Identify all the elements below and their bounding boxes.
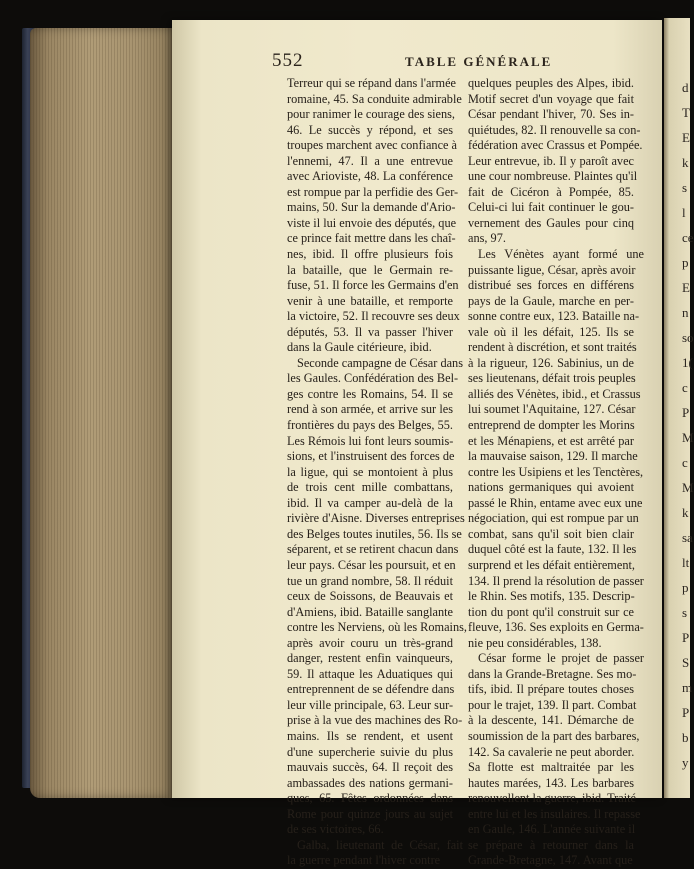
text-line: ses lieutenans, défait trois peuples xyxy=(468,371,636,386)
text-line: sonne contre eux, 123. Bataille na- xyxy=(468,309,640,324)
text-line: tion du pont qu'il construit sur ce xyxy=(468,604,634,619)
text-column-left xyxy=(287,76,467,869)
text-line: mauvais succès, 64. Il reçoit des xyxy=(287,760,453,775)
text-line: nie peu considérables, 138. xyxy=(468,635,602,650)
next-page-fragment: M xyxy=(682,480,694,495)
page-edges xyxy=(30,28,180,798)
text-line: César pendant l'hiver, 70. Ses in- xyxy=(468,107,634,122)
text-line: soumission de la part des barbares, xyxy=(468,728,640,743)
text-line: d'Amiens, ibid. Bataille sanglante xyxy=(287,604,453,619)
text-line: Les Rémois lui font leurs soumis- xyxy=(287,433,454,448)
text-line: Celui-ci lui fait continuer le gou- xyxy=(468,200,634,215)
next-page-fragment: E xyxy=(682,280,690,295)
text-line: Seconde campagne de César dans xyxy=(297,355,463,370)
next-page-fragment: P xyxy=(682,705,690,720)
text-line: prise à la vue des machines des Ro- xyxy=(287,713,463,728)
text-line: de ses victoires, 66. xyxy=(287,822,384,837)
text-line: alliés des Vénètes, ibid., et Crassus xyxy=(468,386,641,401)
text-line: des Belges toutes inutiles, 56. Ils se xyxy=(287,526,462,541)
next-page-fragment: n xyxy=(682,305,689,320)
text-line: fleuve, 136. Ses exploits en Germa- xyxy=(468,620,644,635)
text-line: nes, ibid. Il offre plusieurs fois xyxy=(287,247,453,262)
text-line: négociation, qui est rompue par un xyxy=(468,511,639,526)
next-page-fragment: m xyxy=(682,680,693,695)
text-line: frontières du pays des Belges, 55. xyxy=(287,418,453,433)
text-line: ges contre les Romains, 54. Il se xyxy=(287,386,453,401)
next-page-fragment: c xyxy=(682,380,688,395)
text-line: leur ville principale, 63. Leur sur- xyxy=(287,697,454,712)
text-line: Leur entrevue, ib. Il y paroît avec xyxy=(468,153,634,168)
next-page-fragment: p xyxy=(682,580,689,595)
next-page-fragment: 1( xyxy=(682,355,693,370)
text-line: rendent à discrétion, et sont traités xyxy=(468,340,637,355)
text-line: ceux de Soissons, de Beauvais et xyxy=(287,589,453,604)
text-line: fait de Cicéron à Pompée, 85. xyxy=(468,184,634,199)
text-line: une cour nombreuse. Plaintes qu'il xyxy=(468,169,638,184)
text-line: la guerre pendant l'hiver contre xyxy=(287,853,441,868)
text-line: venir à une bataille, et remporte xyxy=(287,293,453,308)
next-page-fragment: lt xyxy=(682,555,690,570)
text-line: distribué ses forces en différens xyxy=(468,278,634,293)
text-line: renouvellent la guerre, ibid. Traité xyxy=(468,791,637,806)
next-page-fragment: l xyxy=(682,205,686,220)
next-page-fragment: c xyxy=(682,455,688,470)
text-line: pays de la Gaule, marche en per- xyxy=(468,293,634,308)
page-number: 552 xyxy=(272,50,304,71)
text-line: la bataille, que le Germain re- xyxy=(287,262,453,277)
text-line: entre lui et les insulaires. Il repasse xyxy=(468,806,641,821)
text-line: 142. Sa cavalerie ne peut aborder. xyxy=(468,744,635,759)
text-line: surprend et les défait entièrement, xyxy=(468,557,635,572)
text-line: en Gaule, 146. L'année suivante il xyxy=(468,822,636,837)
next-page-fragment: p xyxy=(682,255,689,270)
text-line: rivière d'Aisne. Diverses entreprises xyxy=(287,511,465,526)
next-page-fragment: s xyxy=(682,180,688,195)
text-line: hautes marées, 143. Les barbares xyxy=(468,775,634,790)
running-title: TABLE GÉNÉRALE xyxy=(405,54,553,69)
text-line: mains. Ils se rendent, et usent xyxy=(287,728,453,743)
text-line: après avoir couru un très-grand xyxy=(287,635,453,650)
text-line: l'ennemi, 47. Il a une entrevue xyxy=(287,153,453,168)
text-line: combat, sans qu'il soit bien clair xyxy=(468,526,634,541)
text-line: pour ranimer le courage des siens, xyxy=(287,107,455,122)
text-column-right xyxy=(468,76,644,869)
text-line: mains, 50. Sur la demande d'Ario- xyxy=(287,200,456,215)
next-page-fragment: P xyxy=(682,405,690,420)
next-page-fragment: y xyxy=(682,755,689,770)
text-line: ce prince fait mettre dans les chaî- xyxy=(287,231,456,246)
text-line: ibid. Il va camper au-delà de la xyxy=(287,495,453,510)
text-line: 46. Le succès y répond, et ses xyxy=(287,122,453,137)
text-line: tue un grand nombre, 58. Il réduit xyxy=(287,573,453,588)
text-line: rend à son armée, et arrive sur les xyxy=(287,402,453,417)
text-line: contre les Nerviens, où les Romains, xyxy=(287,620,467,635)
text-line: Sa flotte est maltraitée par les xyxy=(468,760,634,775)
text-line: d'une supercherie suivie du plus xyxy=(287,744,453,759)
next-page-fragment: P xyxy=(682,630,690,645)
text-line: entreprennent de se défendre dans xyxy=(287,682,455,697)
next-page-fragment: so xyxy=(682,330,694,345)
next-page-edge xyxy=(664,18,694,798)
text-line: Galba, lieutenant de César, fait xyxy=(297,837,463,852)
text-line: quelques peuples des Alpes, ibid. xyxy=(468,76,634,90)
text-line: entreprend de dompter les Morins xyxy=(468,418,635,433)
text-line: duquel côté est la faute, 132. Il les xyxy=(468,542,637,557)
text-line: puissante ligue, César, après avoir xyxy=(468,262,636,277)
text-line: Les Vénètes ayant formé une xyxy=(478,247,644,262)
text-line: ambassades des nations germani- xyxy=(287,775,453,790)
text-line: séparent, et se retirent chacun dans xyxy=(287,542,459,557)
text-line: quiétudes, 82. Il renouvelle sa con- xyxy=(468,122,641,137)
text-line: dans la Gaule citérieure, ibid. xyxy=(287,340,432,355)
text-line: nations germaniques qui avoient xyxy=(468,480,634,495)
text-line: lui soumet l'Aquitaine, 127. César xyxy=(468,402,636,417)
text-line: la victoire, 52. Il recouvre ses deux xyxy=(287,309,460,324)
text-line: députés, 53. Il va passer l'hiver xyxy=(287,324,453,339)
text-line: fuse, 51. Il force les Germains d'en xyxy=(287,278,459,293)
text-line: César forme le projet de passer xyxy=(478,651,644,666)
text-line: la ligue, qui se montoient à plus xyxy=(287,464,453,479)
next-page-fragment: k xyxy=(682,155,689,170)
text-line: avec Arioviste, 48. La conférence xyxy=(287,169,453,184)
next-page-fragment: d xyxy=(682,80,689,95)
text-line: contre les Usipiens et les Tenctères, xyxy=(468,464,644,479)
text-line: Motif secret d'un voyage que fait xyxy=(468,91,634,106)
text-line: et les Ménapiens, et est arrêté par xyxy=(468,433,634,448)
next-page-fragment: k xyxy=(682,505,689,520)
text-line: leur pays. César les poursuit, et en xyxy=(287,557,456,572)
text-line: ans, 97. xyxy=(468,231,506,246)
text-line: viste il lui envoie des députés, que xyxy=(287,215,457,230)
text-line: les Gaules. Confédération des Bel- xyxy=(287,371,459,386)
text-line: vale où il les défait, 125. Ils se xyxy=(468,324,634,339)
text-line: sions, et l'instruisent des forces de xyxy=(287,449,455,464)
text-line: Grande-Bretagne, 147. Avant que xyxy=(468,853,633,868)
text-line: troupes marchent avec confiance à xyxy=(287,138,458,153)
next-page-fragment: s xyxy=(682,605,688,620)
next-page-fragment: ce xyxy=(682,230,694,245)
next-page-fragment: E xyxy=(682,130,690,145)
text-line: dans la Grande-Bretagne. Ses mo- xyxy=(468,666,637,681)
text-line: Terreur qui se répand dans l'armée xyxy=(287,76,456,90)
text-line: Rome pour quinze jours au sujet xyxy=(287,806,453,821)
text-line: se prépare à retourner dans la xyxy=(468,837,634,852)
page-header xyxy=(272,50,632,78)
text-line: la mauvaise saison, 129. Il marche xyxy=(468,449,638,464)
text-line: passé le Rhin, entame avec eux une xyxy=(468,495,643,510)
text-line: le Rhin. Ses motifs, 135. Descrip- xyxy=(468,589,635,604)
next-page-fragment: M xyxy=(682,430,694,445)
text-line: de trois cent mille combattans, xyxy=(287,480,453,495)
text-line: fédération avec Crassus et Pompée. xyxy=(468,138,643,153)
text-line: à la rigueur, 126. Sabinius, un de xyxy=(468,355,634,370)
text-line: ques, 65. Fêtes ordonnées dans xyxy=(287,791,453,806)
text-line: danger, restent enfin vainqueurs, xyxy=(287,651,453,666)
text-line: vernement des Gaules pour cinq xyxy=(468,215,634,230)
next-page-fragment: b xyxy=(682,730,689,745)
next-page-fragment: S xyxy=(682,655,690,670)
text-line: tifs, ibid. Il prépare toutes choses xyxy=(468,682,634,697)
text-line: pour le trajet, 139. Il part. Combat xyxy=(468,697,637,712)
next-page-fragment: T xyxy=(682,105,690,120)
next-page-fragment: sa xyxy=(682,530,693,545)
text-line: 134. Il prend la résolution de passer xyxy=(468,573,644,588)
text-line: est rompue par la perfidie des Ger- xyxy=(287,184,459,199)
text-line: romaine, 45. Sa conduite admirable xyxy=(287,91,462,106)
text-line: 59. Il attaque les Aduatiques qui xyxy=(287,666,453,681)
text-line: à la descente, 141. Démarche de xyxy=(468,713,634,728)
